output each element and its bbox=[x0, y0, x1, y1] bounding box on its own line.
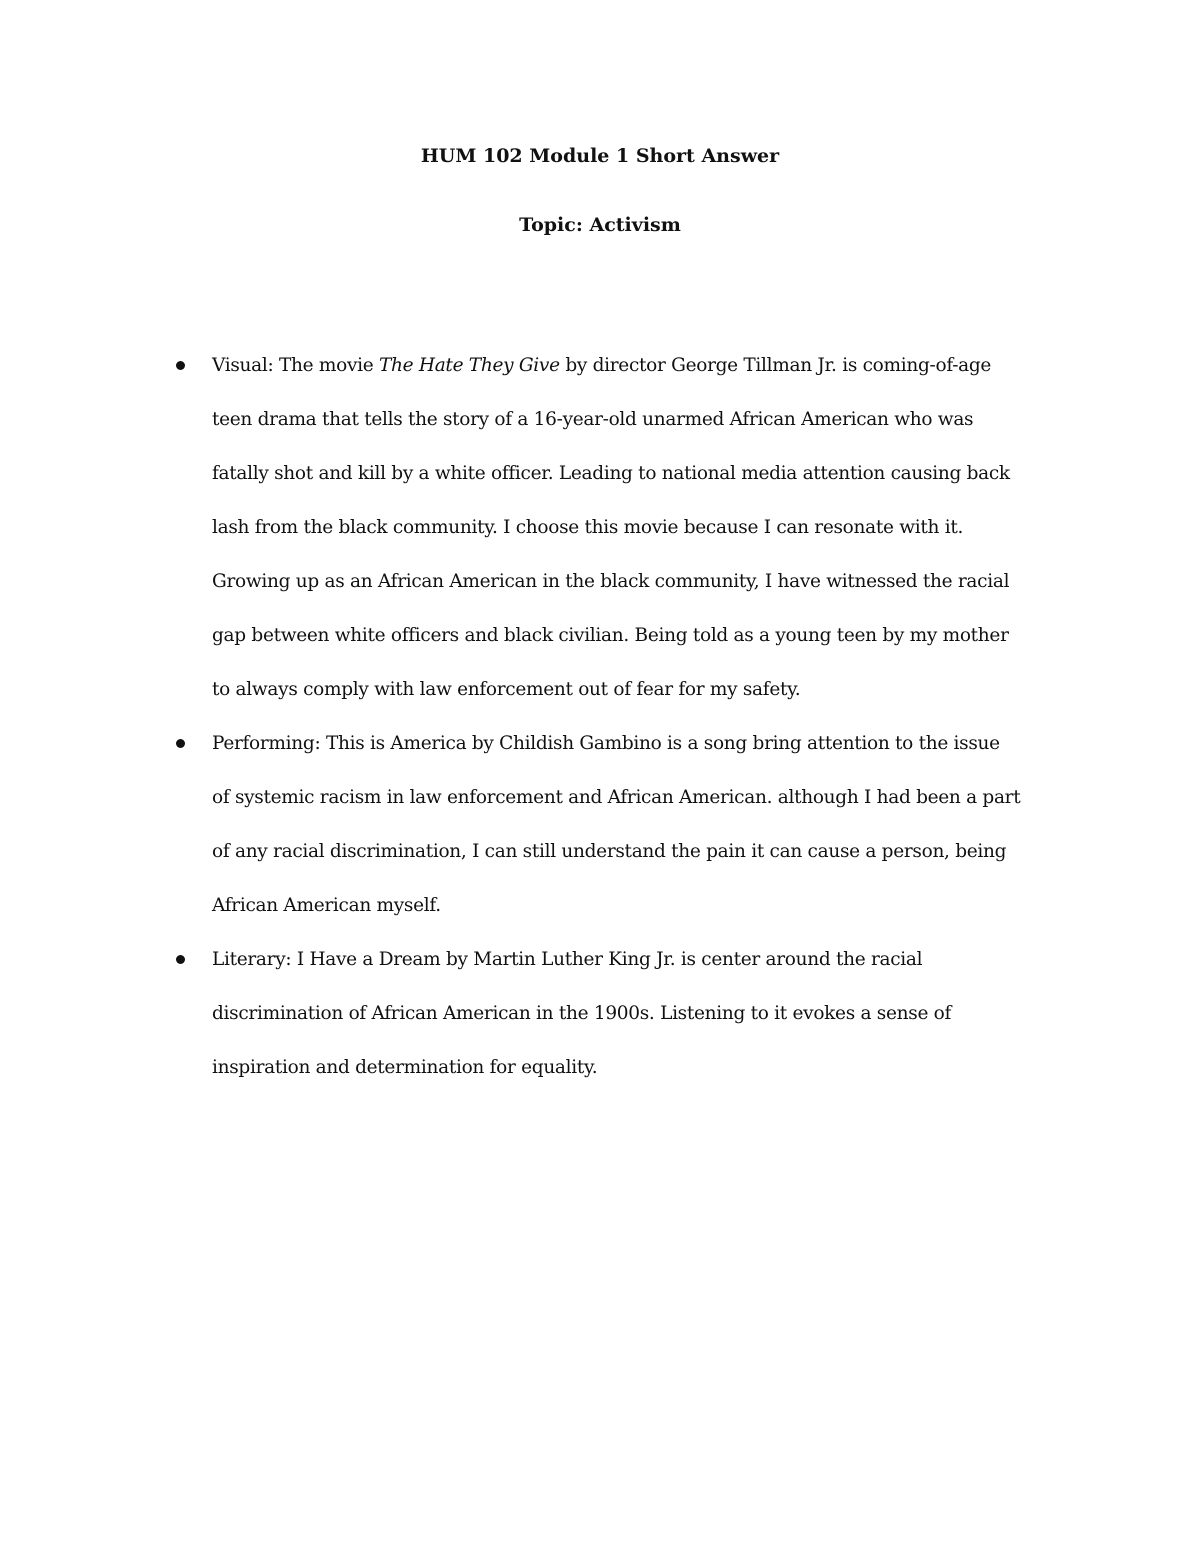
document-title: HUM 102 Module 1 Short Answer bbox=[420, 145, 780, 167]
item-2-line: African American myself. bbox=[212, 895, 441, 916]
bullet-icon bbox=[176, 361, 185, 370]
item-3-line: discrimination of African American in the 1900s. Listening to it evokes a sense of bbox=[212, 1003, 952, 1024]
item-1-line: to always comply with law enforcement out of fear for my safety. bbox=[212, 679, 801, 700]
item-2-line: of systemic racism in law enforcement and African American. although I had been a part bbox=[212, 787, 1021, 808]
movie-title: The Hate They Give bbox=[378, 355, 560, 376]
topic-heading: Topic: Activism bbox=[519, 214, 681, 236]
item-1-line: Growing up as an African American in the black community, I have witnessed the racial bbox=[212, 571, 1010, 592]
item-1-line: gap between white officers and black civilian. Being told as a young teen by my mother bbox=[212, 625, 1009, 646]
item-1-line: fatally shot and kill by a white officer. Leading to national media attention causing back bbox=[212, 463, 1010, 484]
item-1-line: teen drama that tells the story of a 16-year-old unarmed African American who was bbox=[212, 409, 974, 430]
bullet-icon bbox=[176, 955, 185, 964]
item-3-line: inspiration and determination for equality. bbox=[212, 1057, 598, 1078]
item-3-line: Literary: I Have a Dream by Martin Luther King Jr. is center around the racial bbox=[212, 949, 923, 970]
item-1-line: lash from the black community. I choose this movie because I can resonate with it. bbox=[212, 517, 964, 538]
item-1-line-1: Visual: The movie The Hate They Give by director George Tillman Jr. is coming-of-age bbox=[212, 355, 992, 376]
item-2-line: of any racial discrimination, I can still understand the pain it can cause a person, being bbox=[212, 841, 1007, 862]
item-2-line: Performing: This is America by Childish Gambino is a song bring attention to the issue bbox=[212, 733, 1000, 754]
bullet-icon bbox=[176, 739, 185, 748]
